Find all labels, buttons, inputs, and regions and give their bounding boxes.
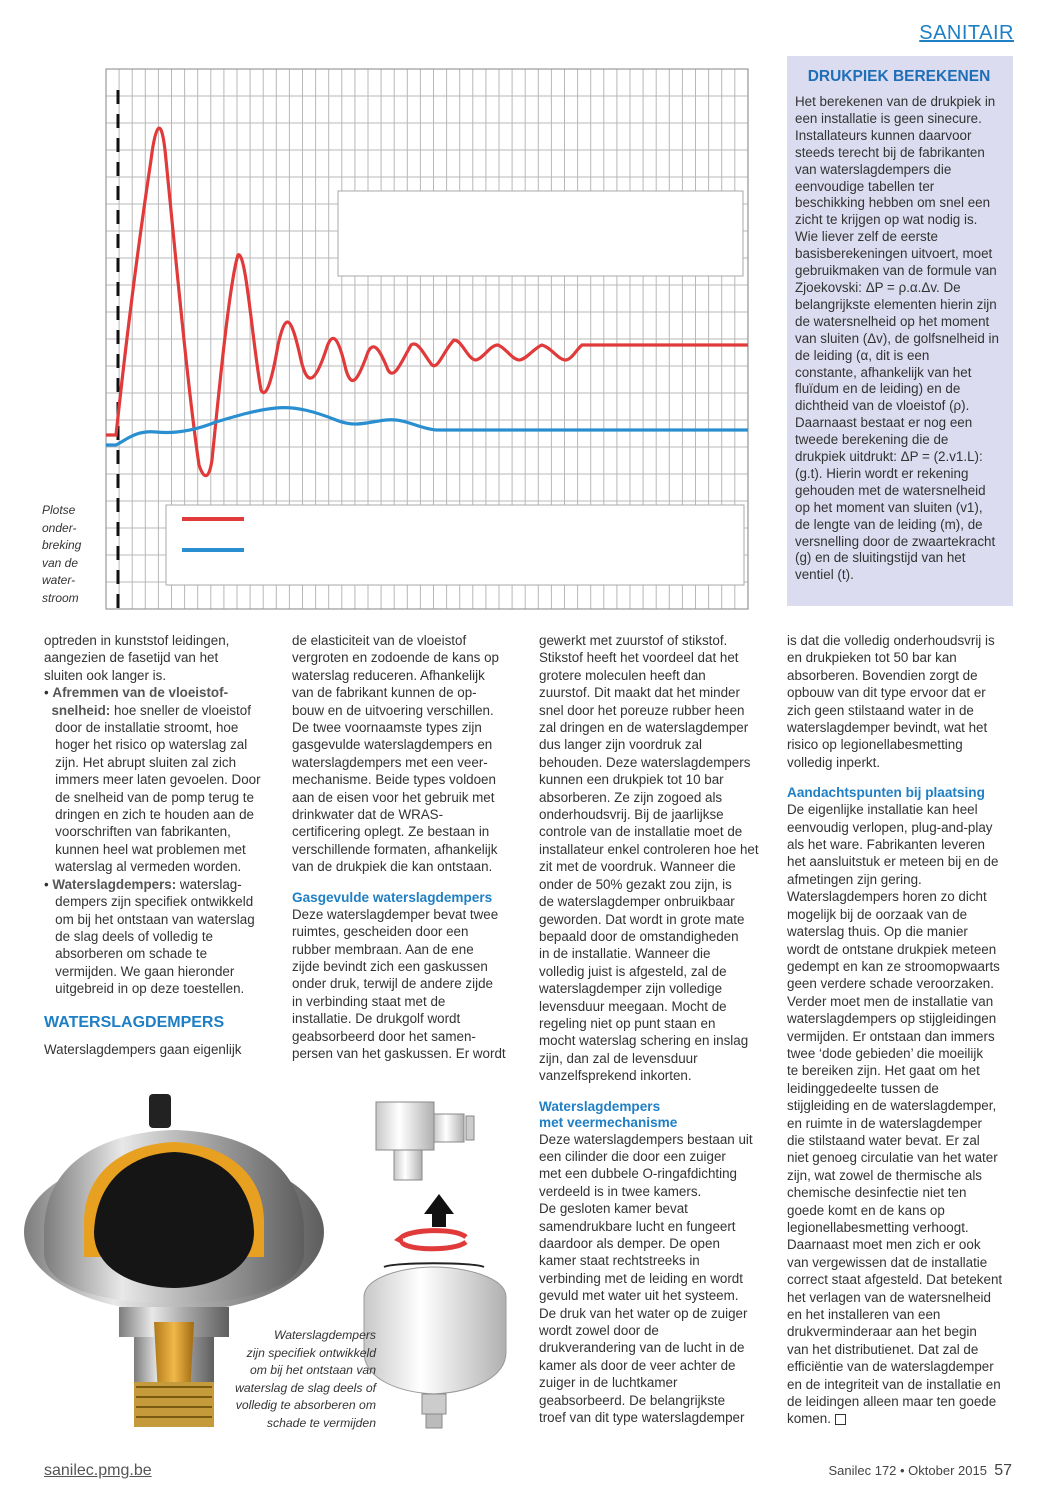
text-line: Stikstof heeft het voordeel dat het [539,650,739,666]
text-line: kamer staat rechtstreeks in [539,1253,700,1269]
text-line: waterslag thuis. Op die manier [787,924,968,940]
text-line: met een dubbele O-ringafdichting [539,1166,738,1182]
text-line: wordt de ontstane drukpiek meteen [787,941,997,957]
text-line: van het distributienet. Dat zal de [787,1341,979,1357]
text-line: vermijden. We gaan hieronder [55,963,235,979]
graph-caption-line: van de [42,555,79,570]
text-line: komen. [787,1411,831,1427]
sidebar-line: een installatie is geen sinecure. [795,110,982,126]
text-line: absorberen. Bovendien zorgt de [787,667,978,683]
text-line: efficiëntie van de waterslagdemper [787,1359,994,1375]
text-line: afmetingen zijn gering. [787,871,922,887]
text-line: is dat die volledig onderhoudsvrij is [787,633,995,648]
sidebar-line: gehouden met de watersnelheid [795,482,986,498]
text-line: verschillende formaten, afhankelijk [292,841,498,857]
sidebar-line: fluïdum en de leiding) en de [795,381,961,397]
sidebar-line: gebruikmaken van de formule van [795,263,997,279]
text-line: absorberen om schade te [55,946,208,962]
bullet-1-head-2: snelheid: [51,702,111,718]
text-line: bepaald door de omstandigheden [539,928,739,944]
text-line: gevuld met water uit het systeem. [539,1288,739,1304]
text-line: geen verdere schade veroorzaken. [787,976,994,992]
sidebar-line: Daarnaast bestaat er nog een [795,415,973,431]
text-line: installatie. De drukgolf wordt [292,1011,461,1027]
graph-caption-line: breking [42,538,82,552]
text-line: zijn. Het abrupt sluiten zal zich [55,754,237,770]
text-line: zijn, wat zowel de thermische als [787,1167,982,1183]
sidebar-line: versnelling door de zwaartekracht [795,533,996,549]
text-line: stijgleiding en de waterslagdemper, [787,1098,997,1114]
text-line: dempers zijn specifiek ontwikkeld [55,894,254,910]
sidebar-line: de lengte van de leiding (m), de [795,516,983,532]
text-line: vanzelfsprekend inkorten. [539,1068,692,1084]
sidebar-text [795,94,1003,584]
column-2 [292,632,524,1062]
text-line: volledig juist is afgesteld, zal de [539,963,727,979]
col3-heading [539,1099,773,1131]
caption-line: om bij het ontstaan van [249,1363,376,1378]
sidebar-line: (g) en de sluitingstijd van het [795,550,966,566]
graph-caption-line: stroom [42,590,79,605]
text-line: Deze waterslagdemper bevat twee [292,906,499,922]
text-line: rubber membraan. Aan de ene [292,941,474,957]
sidebar-line: (g.t). Hierin wordt er rekening [795,465,969,481]
text-line: de elasticiteit van de vloeistof [292,633,467,648]
sidebar-line: belangrijkste elementen hierin zijn [795,296,997,312]
text-line: De gesloten kamer bevat [539,1201,688,1217]
text-line: zal dringen en de waterslagdemper [539,720,749,736]
text-line: installateur enkel controleren hoe het [539,841,759,857]
text-line: geabsorbeerd door het samen- [292,1028,476,1044]
text-line: zijde bevindt zich een gaskussen [292,958,488,974]
sidebar-line: op het moment van sluiten (v1), [795,499,983,515]
text-line: de leidingen alleen maar ten goede [787,1394,997,1410]
text-line: onder druk, terwijl de andere zijde [292,976,493,992]
pressure-curve-with-damper [106,408,748,445]
text-line: door de installatie stroomt, hoe [55,720,239,736]
col1-text-a [44,632,279,684]
text-line: hoger het risico op waterslag zal [55,737,248,753]
section-tag: SANITAIR [919,22,1014,44]
text-line: risico op legionellabesmetting [787,737,963,753]
col2-text-a [292,632,524,876]
text-line: gewerkt met zuurstof of stikstof. [539,633,728,648]
text-line: goede komt en de kans op [787,1202,945,1218]
text-line: die stilstaand water bevat. Er zal [787,1132,980,1148]
text-line: persen van het gaskussen. Er wordt [292,1045,506,1061]
text-line: het aansluitstuk er meteen bij en de [787,854,999,870]
text-line: correct staat afgesteld. Dat betekent [787,1272,1003,1288]
column-4 [787,632,1019,1428]
text-line: en drukpieken tot 50 bar kan [787,650,957,666]
pressure-graph [96,60,786,620]
text-line: mechanisme. Beide types voldoen [292,772,496,788]
text-line: hoe sneller de vloeistof [110,702,251,718]
text-line: gasgevulde waterslagdempers en [292,737,493,753]
text-line: dringen en zich te houden aan de [55,807,254,823]
caption-line: volledig te absorberen om [235,1398,376,1413]
sidebar-line: dichtheid van de vloeistof (ρ). [795,398,970,414]
text-line: uitgebreid in op deze toestellen. [55,981,245,997]
col3-heading-2: met veermechanisme [539,1114,678,1130]
text-line: geworden. Dat wordt in grote mate [539,911,745,927]
text-line: zuiger in de luchtkamer [539,1375,678,1391]
graph-side-caption [42,502,92,607]
text-line: grotere moleculen heeft dan [539,667,706,683]
text-line: drukverminderaar aan het begin [787,1324,977,1340]
col1-bullet-1: • Afremmen van de vloeistof- snelheid: hoe sneller de vloeistof door de installatie stroomt, hoe hoger het risico op waterslag zal zijn. Het abrupt sluiten zal zich immers meer laten gevoelen. Door de snelheid van de pomp terug te dringen en zich te houden aan de voorschriften van fabrikanten, kunnen heel wat problemen met waterslag al vermeden worden. [44,685,261,875]
sidebar-line: van waterslagdempers die [795,161,952,177]
text-line: ruimtes, gescheiden door een [292,924,469,940]
text-line: van vergewissen dat de installatie [787,1254,988,1270]
text-line: van de fabrikant kunnen de op- [292,685,477,701]
col2-heading: Gasgevulde waterslagdempers [292,889,493,905]
text-line: niet genoeg circulatie van het water [787,1150,998,1166]
caption-line: zijn specifiek ontwikkeld [246,1345,376,1360]
pressure-curve-without-damper [106,128,748,476]
graph-legend-box [166,505,744,585]
text-line: opbouw van dit type ervoor dat er [787,685,986,701]
col1-bullet-2: • Waterslagdempers: waterslag- dempers zijn specifiek ontwikkeld om bij het ontstaan van waterslag de slag deels of volledig te absorberen om schade te vermijden. We gaan hieronder uitgebreid in op deze toestellen. [44,876,255,997]
spring-damper-illustration [364,1102,506,1428]
sidebar-line: van sluiten (Δv), de golfsnelheid in [795,330,999,346]
col3-text-b [539,1131,773,1427]
text-line: als het ware. Fabrikanten leveren [787,837,985,853]
text-line: geabsorbeerd. De belangrijkste [539,1392,726,1408]
text-line: legionellabesmetting verhoogt. [787,1220,969,1235]
text-line: chemische desinfectie niet ten [787,1185,967,1201]
text-line: zit met de voordruk. Wanneer die [539,859,736,875]
text-line: volledig inperkt. [787,754,881,770]
text-line: voorschriften van fabrikanten, [55,824,231,840]
sidebar-line: Zjoekovski: ΔP = ρ.α.Δv. De [795,279,961,295]
text-line: daardoor als demper. De open [539,1236,720,1251]
sidebar-line: eenvoudige tabellen ter [795,178,935,194]
text-line: immers meer laten gevoelen. Door [55,772,261,788]
text-line: de slag deels of volledig te [55,928,213,944]
text-line: onder de 50% gezakt zou zijn, is [539,876,732,892]
sidebar-line: constante, afhankelijk van het [795,364,972,380]
caption-line: waterslag de slag deels of [235,1380,376,1395]
text-line: De eigenlijke installatie kan heel [787,802,978,818]
col4-text-a [787,632,1019,771]
text-line: De twee voornaamste types zijn [292,720,482,736]
sidebar-line: Het berekenen van de drukpiek in [795,94,996,109]
text-line: wordt zowel door de [539,1323,659,1339]
text-line: kunnen heel wat problemen met [55,841,246,857]
text-line: optreden in kunststof leidingen, [44,633,230,648]
text-line: waterslagdempers met een veer- [292,754,488,770]
text-line: regeling niet op punt staan en [539,1015,716,1031]
text-line: waterslagdemper bevindt, wat het [787,720,988,736]
footer-issue [828,1462,1012,1480]
text-line: twee ‘dode gebieden’ die moeilijk [787,1045,984,1061]
page-number: 57 [994,1462,1012,1479]
text-line: verbinding met de leiding en wordt [539,1270,743,1286]
graph-caption-line: onder- [42,520,77,535]
sidebar-line: drukpiek uitdrukt: ΔP = (2.v1.L): [795,449,983,465]
text-line: waterslag al vermeden worden. [55,859,242,875]
text-line: De druk van het water op de zuiger [539,1305,748,1321]
col3-heading-1: Waterslagdempers [539,1098,661,1114]
text-line: snel door het poreuze rubber heen [539,702,745,718]
text-line: van de drukpiek die kan ontstaan. [292,859,493,875]
sidebar-line: beschikking hebben om snel een [795,195,991,211]
text-line: vergroten en zodoende de kans op [292,650,499,666]
text-line: waterslag reduceren. Afhankelijk [292,667,485,683]
text-line: de snelheid van de pomp terug te [55,789,254,805]
text-line: waterslag- [176,876,242,892]
sidebar-line: Wie liever zelf de eerste [795,229,938,245]
footer-issue-text: Sanilec 172 • Oktober 2015 [828,1463,987,1478]
col1-last-line: Waterslagdempers gaan eigenlijk [44,1041,242,1057]
text-line: in de installatie. Wanneer die [539,946,711,962]
col4-text-b [787,801,1019,1428]
sidebar-title: DRUKPIEK BEREKENEN [807,68,991,85]
text-line: Deze waterslagdempers bestaan uit [539,1131,753,1147]
text-line: eenvoudig verlopen, plug-and-play [787,819,993,835]
sidebar-line: Installateurs kunnen daarvoor [795,127,972,143]
text-line: mocht waterslag schering en inslag [539,1033,749,1049]
caption-line: schade te vermijden [266,1415,376,1430]
text-line: zich geen stilstaand water in de [787,702,974,718]
sidebar-line: de leiding (α, dit is een [795,347,930,363]
column-1 [44,632,279,1058]
bullet-1-head: Afremmen van de vloeistof- [52,685,229,701]
text-line: de waterslagdemper onbruikbaar [539,894,735,910]
text-line: leidinggedeelte tussen de [787,1080,939,1096]
rotate-arrow-icon [402,1231,466,1249]
sidebar-line: basisberekeningen uitvoert, moet [795,246,993,262]
graph-caption-line: Plotse [42,503,76,517]
text-line: in verbinding staat met de [292,993,446,1009]
text-line: aan de eisen voor het gebruik met [292,789,495,805]
text-line: en ruimte in de waterslagdemper [787,1115,983,1131]
text-line: mogelijk bij de oorzaak van de [787,906,968,922]
text-line: behouden. Deze waterslagdempers [539,754,751,770]
text-line: waterslagdempers op stijgleidingen [787,1011,997,1027]
column-3 [539,632,773,1426]
graph-top-label-box [338,191,743,276]
text-line: te bereiken zijn. Het gaat om het [787,1063,980,1079]
text-line: absorberen. Ze zijn zogoed als [539,789,723,805]
bullet-2-head: Waterslagdempers: [52,876,177,892]
footer-website-link[interactable]: sanilec.pmg.be [44,1462,152,1479]
text-line: Waterslagdempers horen zo dicht [787,889,987,905]
text-line: controle van de installatie moet de [539,824,743,840]
text-line: kamer als door de veer achter de [539,1357,736,1373]
text-line: bouw en de uitvoering verschillen. [292,702,494,718]
text-line: Verder moet men de installatie van [787,993,994,1009]
text-line: zuurstof. Dit maakt dat het minder [539,685,740,701]
col3-text-a [539,632,773,1085]
text-line: en de integriteit van de installatie en [787,1376,1001,1392]
text-line: zijn, dan zal de levensduur [539,1050,698,1066]
text-line: sluiten ook langer is. [44,667,167,683]
text-line: samendrukbare lucht en fungeert [539,1218,736,1234]
text-line: troef van dit type waterslagdemper [539,1410,745,1426]
text-line: een cilinder die door een zuiger [539,1148,726,1164]
text-line: om bij het ontstaan van waterslag [55,911,255,927]
sidebar-line: steeds terecht bij de fabrikanten [795,144,985,160]
text-line: aangezien de fasetijd van het [44,650,219,666]
sidebar-line: tweede berekening die de [795,432,949,448]
text-line: drinkwater dat de WRAS- [292,807,444,823]
graph-caption-line: water- [42,573,76,587]
photo-caption [200,1327,376,1433]
text-line: kunnen een drukpiek tot 10 bar [539,772,724,788]
sidebar-box [787,56,1013,606]
text-line: verdeeld is in twee kamers. [539,1183,702,1199]
col2-text-b [292,906,524,1063]
caption-line: Waterslagdempers [273,1328,376,1342]
text-line: onderhoudsvrij. Bij de jaarlijkse [539,807,724,823]
text-line: en het installeren van een [787,1307,941,1323]
col4-heading: Aandachtspunten bij plaatsing [787,785,985,801]
text-line: certificering oplegt. Ze bestaan in [292,824,490,840]
text-line: Daarnaast moet men zich er ook [787,1237,981,1253]
text-line: vermijden. Er ontstaan dan immers [787,1028,995,1044]
text-line: waterslagdemper zijn volledige [539,981,723,997]
arrow-up-icon [424,1194,454,1227]
text-line: gedempt en kan ze stroomopwaarts [787,958,1000,974]
sidebar-line: de watersnelheid op het moment [795,313,990,329]
text-line: drukverandering van de lucht in de [539,1340,745,1356]
text-line: dus langer zijn voordruk zal [539,737,703,753]
sidebar-line: zicht te krijgen op wat nodig is. [795,212,978,228]
col1-heading: WATERSLAGDEMPERS [44,1013,225,1031]
text-line: het verlagen van de watersnelheid [787,1289,991,1305]
text-line: levensduur meegaan. Mocht de [539,998,727,1014]
end-mark-icon [835,1414,846,1425]
sidebar-line: ventiel (t). [795,567,854,583]
